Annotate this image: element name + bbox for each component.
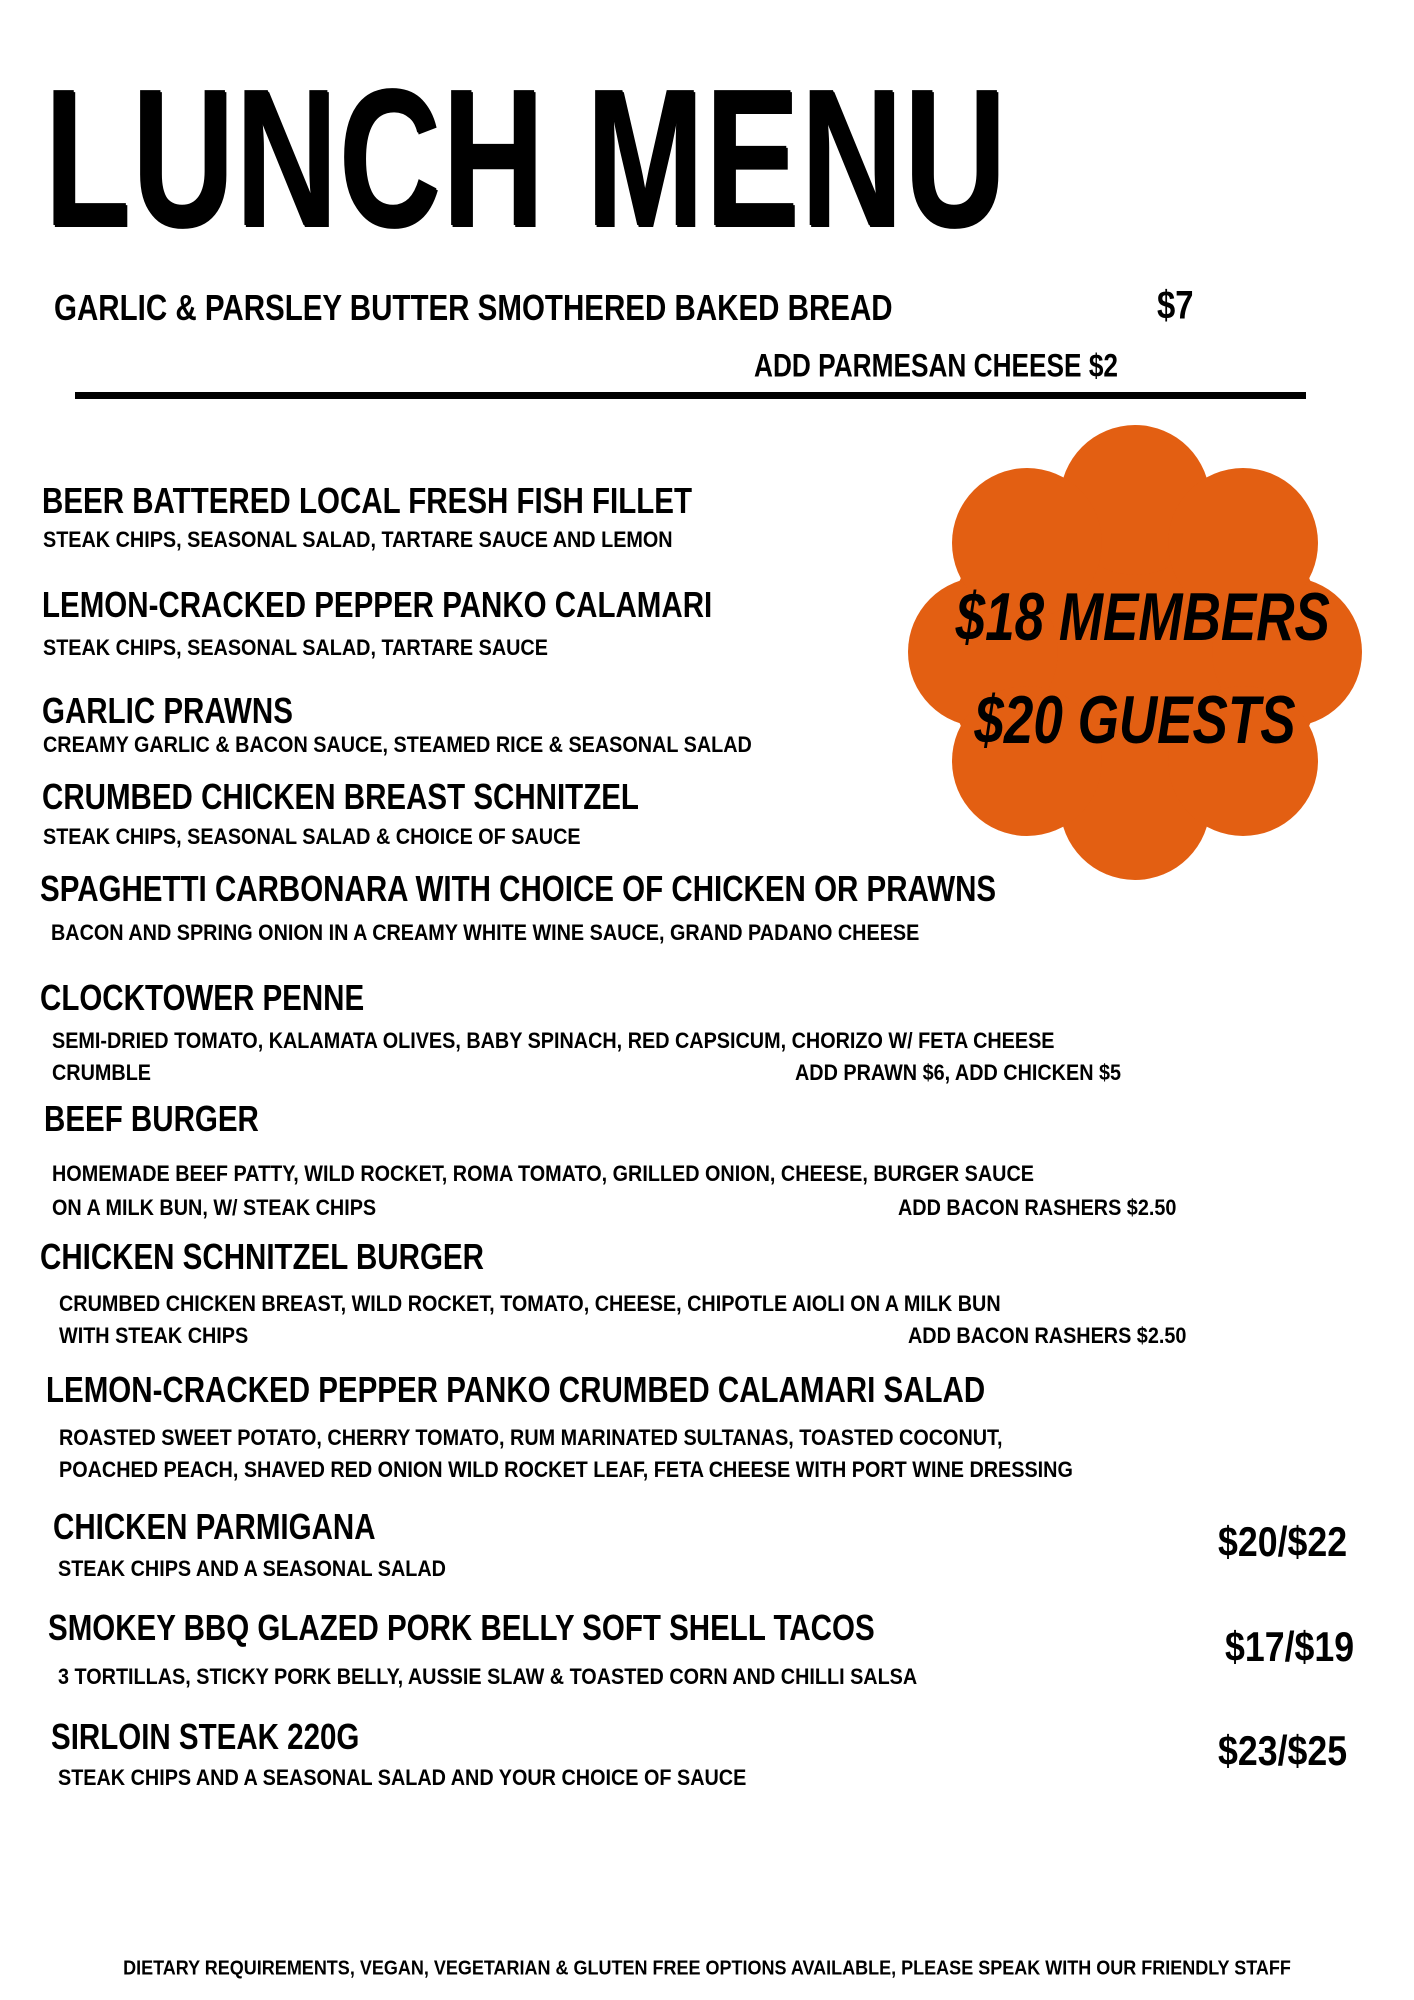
item-desc-2: ON A MILK BUN, W/ STEAK CHIPS — [52, 1195, 377, 1220]
item-desc: STEAK CHIPS AND A SEASONAL SALAD — [58, 1556, 446, 1581]
item-name: BEER BATTERED LOCAL FRESH FISH FILLET — [42, 480, 692, 521]
members-price: $18 MEMBERS — [955, 579, 1330, 655]
item-name: CRUMBED CHICKEN BREAST SCHNITZEL — [42, 776, 639, 817]
divider — [75, 392, 1306, 399]
item-price: $20/$22 — [1218, 1518, 1348, 1565]
starter-price: $7 — [1157, 283, 1194, 328]
item-price: $23/$25 — [1218, 1727, 1348, 1774]
starter-name: GARLIC & PARSLEY BUTTER SMOTHERED BAKED BREAD — [54, 287, 893, 328]
item-addon: ADD PRAWN $6, ADD CHICKEN $5 — [795, 1060, 1122, 1085]
item-name: CHICKEN SCHNITZEL BURGER — [40, 1236, 484, 1277]
item-desc: CRUMBED CHICKEN BREAST, WILD ROCKET, TOMATO, CHEESE, CHIPOTLE AIOLI ON A MILK BUN — [59, 1291, 1001, 1316]
item-name: CLOCKTOWER PENNE — [40, 977, 365, 1018]
page-title: LUNCH MENU — [44, 48, 1007, 267]
item-name: GARLIC PRAWNS — [42, 690, 293, 731]
item-desc: STEAK CHIPS, SEASONAL SALAD, TARTARE SAUCE AND LEMON — [43, 527, 673, 552]
item-desc: STEAK CHIPS, SEASONAL SALAD, TARTARE SAUCE — [43, 635, 548, 660]
item-name: SPAGHETTI CARBONARA WITH CHOICE OF CHICKEN OR PRAWNS — [40, 868, 997, 909]
item-desc-2: WITH STEAK CHIPS — [59, 1323, 249, 1348]
item-addon: ADD BACON RASHERS $2.50 — [908, 1323, 1187, 1348]
item-desc: 3 TORTILLAS, STICKY PORK BELLY, AUSSIE SLAW & TOASTED CORN AND CHILLI SALSA — [58, 1664, 918, 1689]
item-desc: CREAMY GARLIC & BACON SAUCE, STEAMED RICE & SEASONAL SALAD — [43, 732, 752, 757]
item-name: SMOKEY BBQ GLAZED PORK BELLY SOFT SHELL TACOS — [48, 1607, 875, 1648]
guests-price: $20 GUESTS — [974, 682, 1296, 758]
item-addon: ADD BACON RASHERS $2.50 — [898, 1195, 1177, 1220]
item-desc: HOMEMADE BEEF PATTY, WILD ROCKET, ROMA TOMATO, GRILLED ONION, CHEESE, BURGER SAUCE — [52, 1161, 1034, 1186]
item-name: SIRLOIN STEAK 220G — [51, 1716, 360, 1757]
item-desc-2: CRUMBLE — [52, 1060, 151, 1085]
item-desc: STEAK CHIPS, SEASONAL SALAD & CHOICE OF SAUCE — [43, 824, 581, 849]
item-price: $17/$19 — [1225, 1623, 1355, 1670]
item-desc: ROASTED SWEET POTATO, CHERRY TOMATO, RUM MARINATED SULTANAS, TOASTED COCONUT, — [59, 1425, 1003, 1450]
price-badge — [905, 425, 1365, 880]
item-name: BEEF BURGER — [44, 1098, 259, 1139]
dietary-footer: DIETARY REQUIREMENTS, VEGAN, VEGETARIAN & GLUTEN FREE OPTIONS AVAILABLE, PLEASE SPEAK WITH OUR FRIENDLY STAFF — [123, 1957, 1291, 1980]
item-name: CHICKEN PARMIGANA — [53, 1506, 376, 1547]
item-desc: BACON AND SPRING ONION IN A CREAMY WHITE WINE SAUCE, GRAND PADANO CHEESE — [51, 920, 920, 945]
item-name: LEMON-CRACKED PEPPER PANKO CALAMARI — [42, 584, 713, 625]
item-desc: SEMI-DRIED TOMATO, KALAMATA OLIVES, BABY SPINACH, RED CAPSICUM, CHORIZO W/ FETA CHEESE — [52, 1028, 1055, 1053]
item-desc: STEAK CHIPS AND A SEASONAL SALAD AND YOUR CHOICE OF SAUCE — [58, 1765, 747, 1790]
starter-addon: ADD PARMESAN CHEESE $2 — [754, 347, 1119, 384]
item-name: LEMON-CRACKED PEPPER PANKO CRUMBED CALAMARI SALAD — [46, 1369, 986, 1410]
item-desc-2: POACHED PEACH, SHAVED RED ONION WILD ROCKET LEAF, FETA CHEESE WITH PORT WINE DRESSING — [59, 1457, 1073, 1482]
